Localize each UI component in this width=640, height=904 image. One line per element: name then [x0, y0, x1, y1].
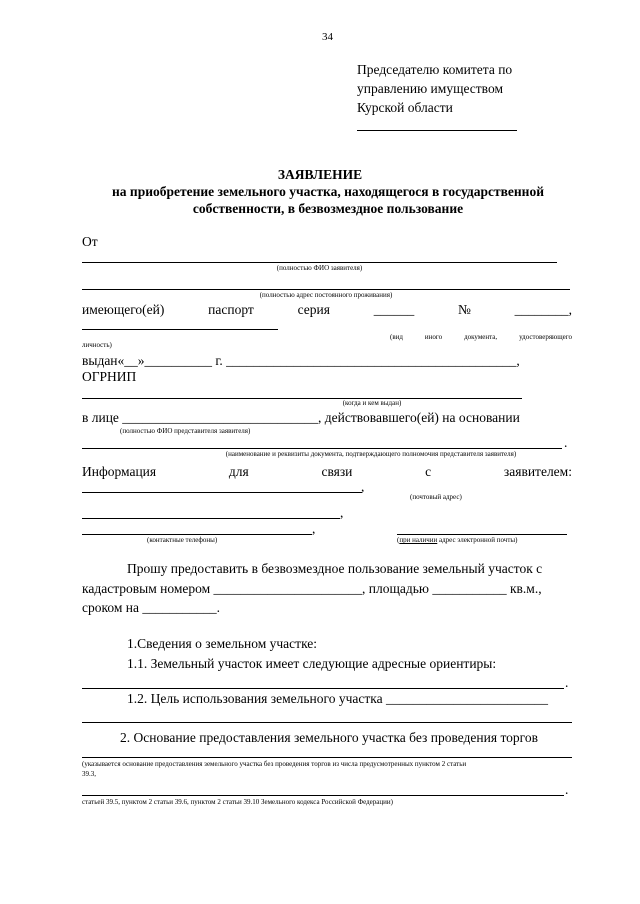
page-number: 34 [322, 31, 333, 43]
document-subtitle-2: собственности, в безвозмездное пользование [192, 201, 464, 216]
contact-phones-caption: (контактные телефоны) [147, 536, 218, 544]
basis-note-line-3: статьей 39.5, пунктом 2 статьи 39.6, пунктом 2 статьи 39.10 Земельного кодекса Российской Федерации) [82, 798, 393, 806]
basis-note-line-2: 39.3, [82, 770, 96, 778]
document-caption-row [390, 333, 572, 341]
authority-document-field[interactable] [82, 448, 562, 449]
email-field[interactable] [397, 534, 567, 535]
document-title: ЗАЯВЛЕНИЕ [277, 167, 363, 182]
addressee-line-2: управлению имуществом [357, 81, 504, 96]
document-caption-word-2: иного [424, 333, 443, 341]
contact-phones-field[interactable] [82, 534, 312, 535]
applicant-fio-caption: (полностью ФИО заявителя) [276, 264, 363, 272]
request-line-2[interactable]: кадастровым номером ______________________, площадью ___________ кв.м., [82, 581, 542, 596]
postal-address-field-1[interactable] [82, 492, 362, 493]
plot-purpose-field[interactable] [82, 722, 572, 723]
issued-by-field[interactable] [82, 398, 522, 399]
applicant-address-caption: (полностью адрес постоянного проживания) [259, 291, 393, 299]
representative-line[interactable]: в лице _____________________________, действовавшего(ей) на основании [82, 410, 520, 425]
contact-info-word-3: связи [321, 464, 353, 479]
passport-row-holder: имеющего(ей) [82, 302, 165, 317]
postal-comma-2: , [340, 505, 344, 520]
phones-comma: , [312, 521, 316, 536]
contact-info-word-2: для [228, 464, 249, 479]
request-line-1: Прошу предоставить в безвозмездное пользование земельный участок с [127, 561, 543, 576]
passport-series-field[interactable]: ______ [373, 302, 415, 317]
passport-row-passport: паспорт [208, 302, 254, 317]
issued-by-caption: (когда и кем выдан) [342, 399, 402, 407]
from-label: От [82, 234, 98, 249]
basis-heading: 2. Основание предоставления земельного участка без проведения торгов [120, 730, 538, 745]
contact-info-row [82, 464, 572, 480]
contact-info-word-5: заявителем: [503, 464, 572, 479]
addressee-line-1: Председателю комитета по [357, 62, 513, 77]
email-caption-rest: адрес электронной почты) [437, 536, 518, 544]
basis-note-line-1: (указывается основание предоставления земельного участка без проведения торгов из числа предусмотренных пунктом 2 статьи [82, 760, 467, 768]
applicant-address-field[interactable] [82, 289, 570, 290]
passport-number-field[interactable]: ________, [514, 302, 572, 317]
plot-purpose-line[interactable]: 1.2. Цель использования земельного участка ________________________ [127, 691, 548, 706]
authority-period: . [564, 435, 568, 450]
email-caption-open: ( [397, 536, 400, 544]
passport-row [82, 302, 572, 318]
document-subtitle-1: на приобретение земельного участка, находящегося в государственной [112, 184, 544, 199]
applicant-fio-field[interactable] [82, 262, 557, 263]
basis-field[interactable] [82, 757, 572, 758]
plot-address-label: 1.1. Земельный участок имеет следующие адресные ориентиры: [127, 656, 497, 671]
basis-period: . [565, 782, 569, 797]
contact-info-word-4: с [425, 464, 432, 479]
authority-caption: (наименование и реквизиты документа, подтверждающего полномочия представителя заявителя) [225, 450, 517, 458]
ogrnip-label: ОГРНИП [82, 369, 137, 384]
addressee-signature-line[interactable] [357, 130, 517, 131]
passport-row-number-sign: № [457, 302, 471, 317]
document-caption-word-1: (вид [390, 333, 403, 341]
identity-caption: личность) [82, 341, 112, 349]
document-caption-word-3: документа, [464, 333, 498, 341]
document-caption-word-4: удостоверяющего [519, 333, 572, 341]
plot-address-period: . [565, 675, 569, 690]
basis-note-field[interactable] [82, 795, 564, 796]
plot-address-field[interactable] [82, 688, 564, 689]
email-caption [397, 537, 517, 544]
passport-row-series: серия [297, 302, 330, 317]
representative-caption: (полностью ФИО представителя заявителя) [120, 427, 251, 435]
passport-extra-field[interactable] [82, 329, 278, 330]
request-line-3[interactable]: сроком на ___________. [82, 600, 220, 615]
email-caption-underlined: при наличии [399, 536, 438, 544]
plot-info-heading: 1.Сведения о земельном участке: [127, 636, 318, 651]
postal-address-field-2[interactable] [82, 518, 340, 519]
contact-info-word-1: Информация [82, 464, 157, 479]
issued-line[interactable]: выдан«__»__________ г. ___________________________________________, [82, 353, 520, 368]
postal-comma-1: , [361, 479, 365, 494]
postal-address-caption: (почтовый адрес) [410, 493, 462, 501]
addressee-line-3: Курской области [357, 100, 453, 115]
